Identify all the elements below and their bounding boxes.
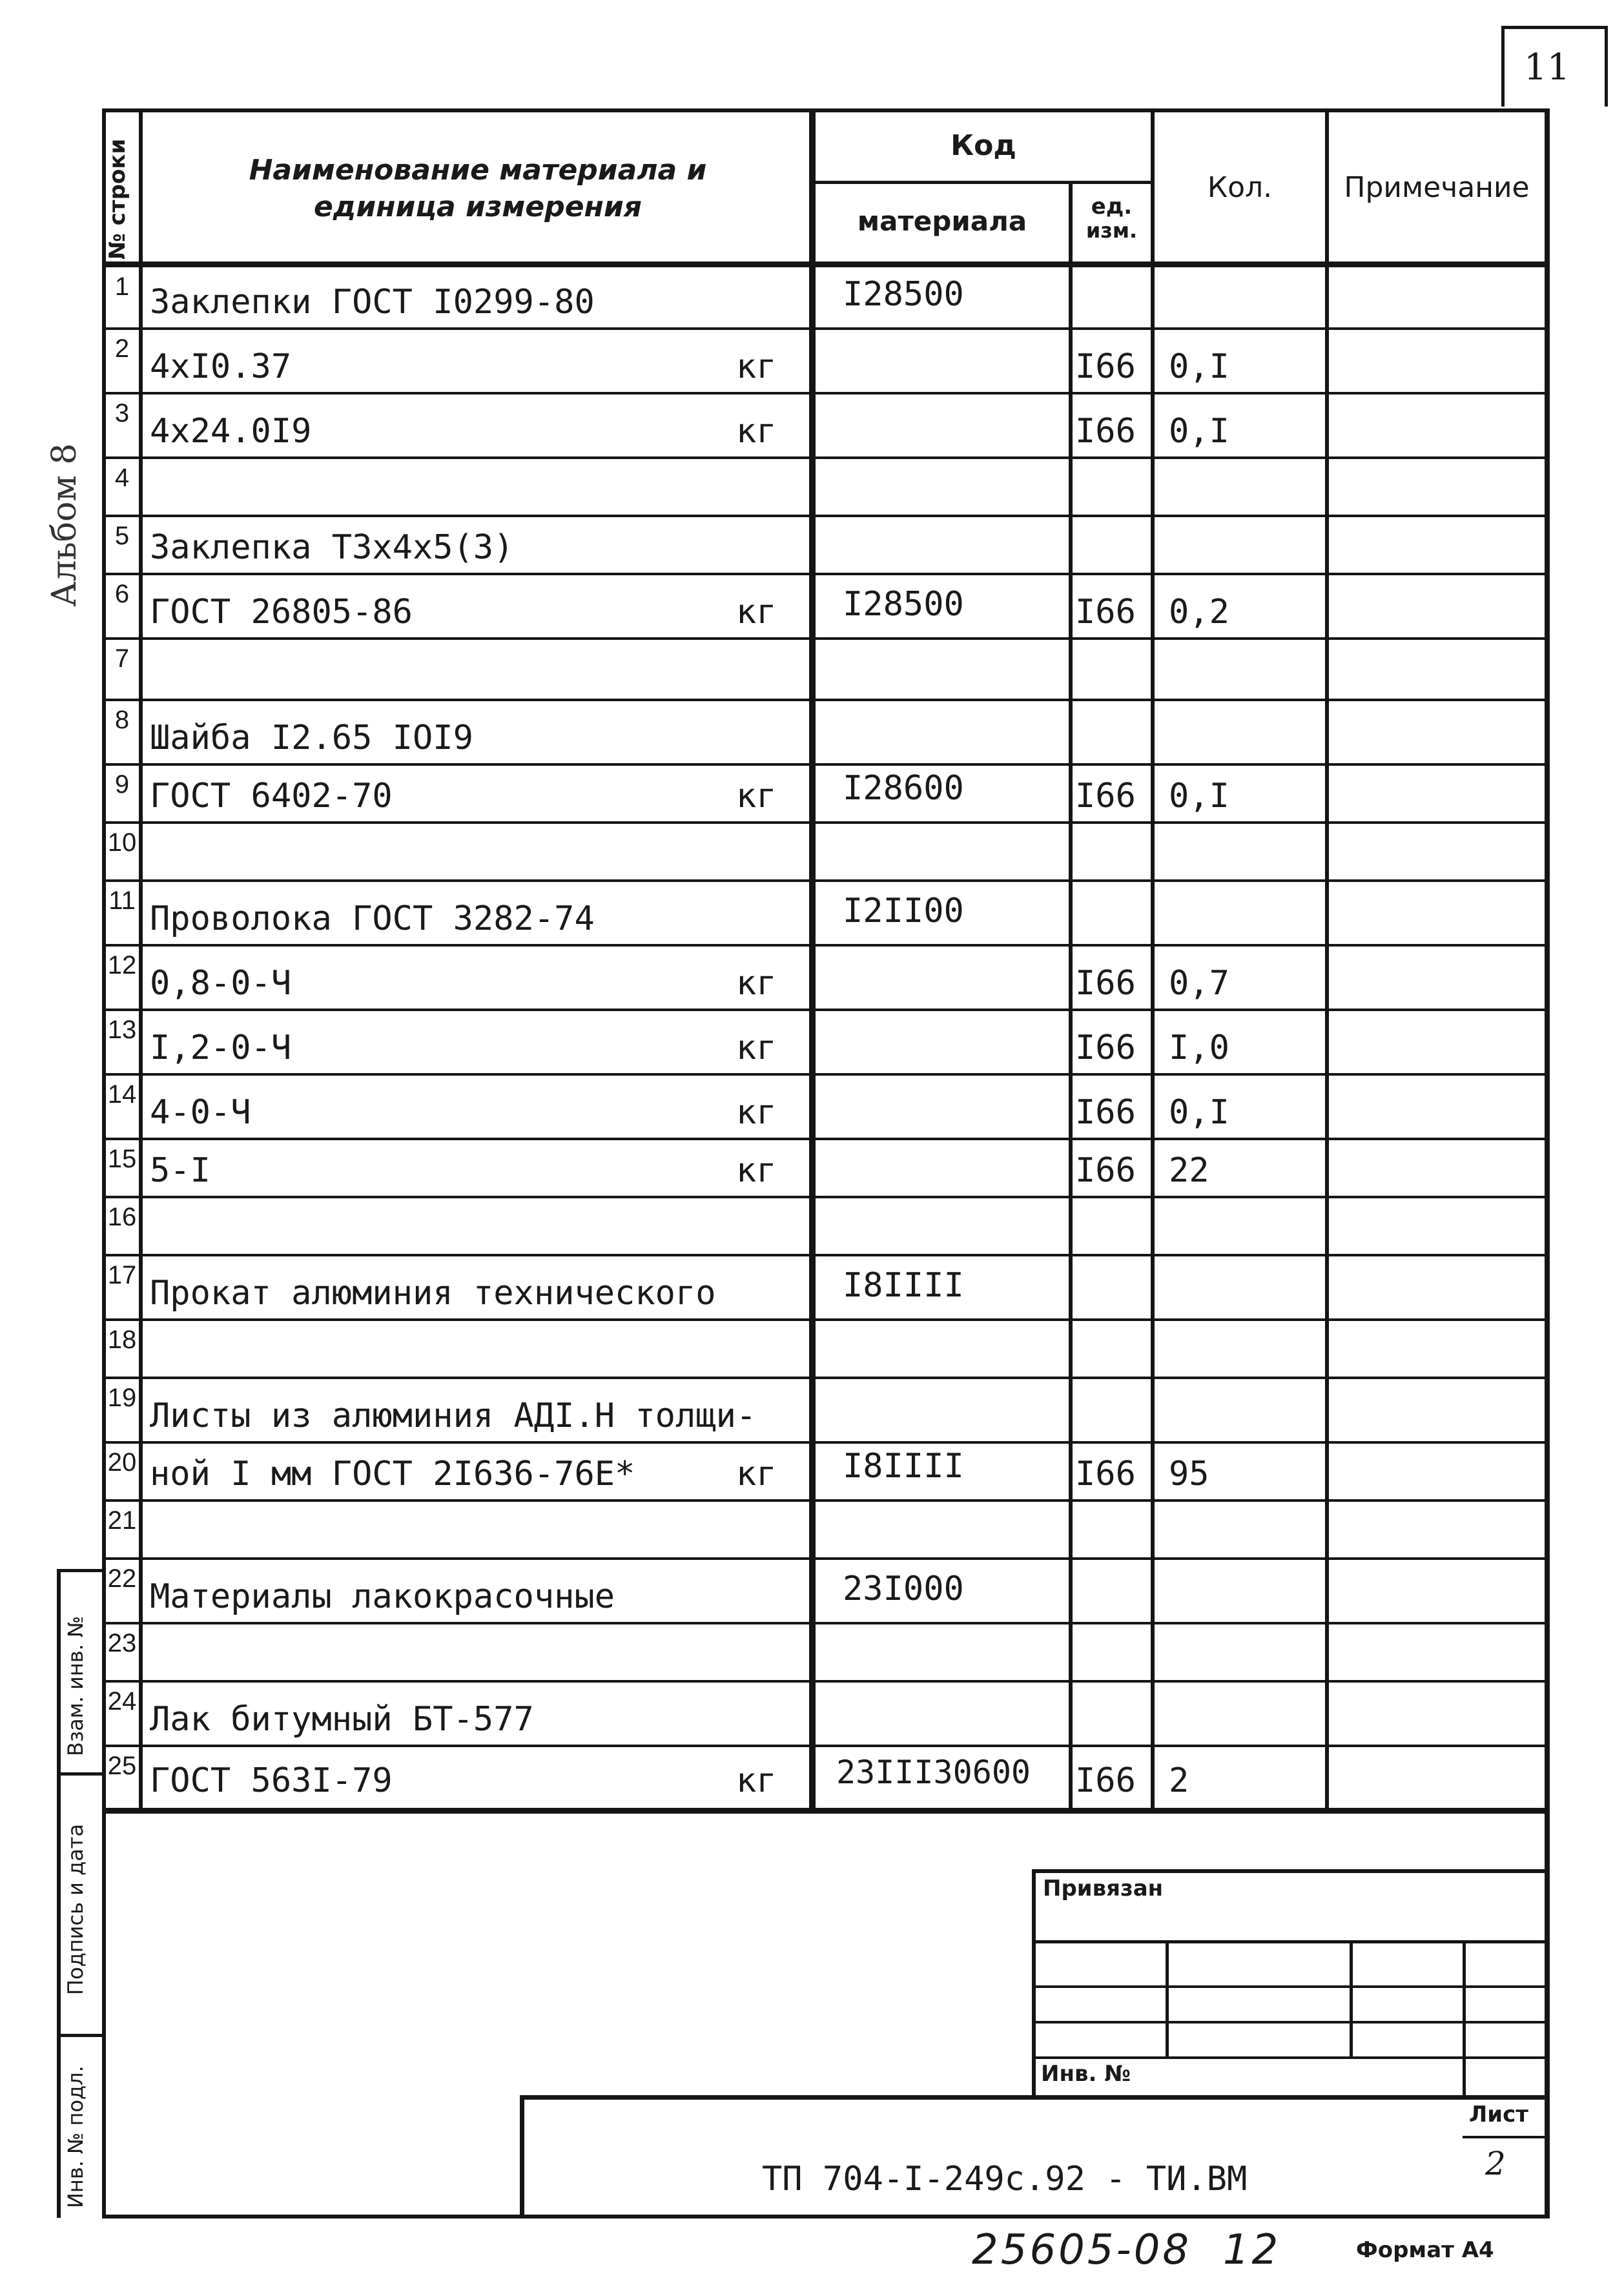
row-name: Заклепки ГОСТ I0299-80 <box>150 283 595 322</box>
row-name: Прокат алюминия технического <box>150 1274 716 1313</box>
row-number: 14 <box>107 1080 137 1109</box>
side-stamp-inv-podl: Инв. № подл. <box>63 2065 88 2208</box>
header-note: Примечание <box>1344 171 1530 204</box>
row-unit-code: I66 <box>1075 1761 1136 1800</box>
row-number: 8 <box>114 706 130 734</box>
row-unit-code: I66 <box>1075 1151 1136 1190</box>
header-name-line1: Наименование материала и <box>249 154 707 187</box>
title-doc-code: ТП 704-I-249с.92 - ТИ.ВМ <box>762 2160 1248 2198</box>
row-name: Материалы лакокрасочные <box>150 1577 615 1616</box>
row-number: 11 <box>108 886 136 915</box>
row-number: 7 <box>114 644 130 673</box>
row-unit-code: I66 <box>1075 1029 1136 1067</box>
row-name: 4-0-Ч <box>150 1093 251 1132</box>
row-name: ной I мм ГОСТ 2I636-76Е* <box>150 1455 635 1493</box>
title-list-no: 2 <box>1485 2145 1506 2182</box>
row-unit-code: I66 <box>1075 412 1136 451</box>
row-qty: 0,I <box>1169 347 1229 386</box>
row-material-code: I28500 <box>843 275 964 314</box>
row-number: 19 <box>107 1384 137 1412</box>
row-qty: 95 <box>1169 1455 1209 1493</box>
row-unit: кг <box>736 1455 777 1493</box>
row-material-code: I8IIII <box>843 1447 964 1486</box>
row-name: I,2-0-Ч <box>150 1029 292 1067</box>
row-unit: кг <box>736 593 777 631</box>
row-unit: кг <box>736 777 777 815</box>
row-number: 13 <box>107 1016 137 1044</box>
row-unit-code: I66 <box>1075 777 1136 815</box>
row-qty: 2 <box>1169 1761 1189 1800</box>
row-number: 10 <box>107 828 137 857</box>
row-qty: 0,I <box>1169 777 1229 815</box>
row-qty: 0,I <box>1169 1093 1229 1132</box>
row-number: 6 <box>114 580 130 608</box>
row-number: 12 <box>107 951 137 979</box>
row-number: 5 <box>114 522 130 550</box>
header-code-unit-1: ед. <box>1091 194 1133 220</box>
row-material-code: I8IIII <box>843 1266 964 1305</box>
row-number: 15 <box>107 1145 137 1173</box>
header-row-no: № строки <box>105 138 130 260</box>
row-unit: кг <box>736 347 777 386</box>
row-material-code: 23I000 <box>843 1570 964 1608</box>
row-unit-code: I66 <box>1075 964 1136 1003</box>
row-number: 16 <box>107 1203 137 1231</box>
album-label: Альбом 8 <box>45 443 84 607</box>
side-stamp-vzam: Взам. инв. № <box>63 1615 88 1756</box>
row-number: 17 <box>107 1261 137 1289</box>
row-name: Лак битумный БТ-577 <box>150 1700 534 1739</box>
row-qty: I,0 <box>1169 1029 1229 1067</box>
row-unit: кг <box>736 964 777 1003</box>
sheet-mark: 11 <box>1524 46 1570 88</box>
title-privyazan: Привязан <box>1043 1876 1164 1901</box>
row-number: 20 <box>107 1448 137 1477</box>
row-name: 5-I <box>150 1151 211 1190</box>
row-unit: кг <box>736 1093 777 1132</box>
row-unit: кг <box>736 412 777 451</box>
header-name-line2: единица измерения <box>313 190 642 223</box>
row-name: 4x24.0I9 <box>150 412 312 451</box>
footer-handwritten: 25605-08 12 <box>972 2226 1281 2274</box>
row-unit-code: I66 <box>1075 347 1136 386</box>
row-number: 25 <box>107 1752 137 1780</box>
row-material-code: I2II00 <box>843 892 964 930</box>
header-code-material: материала <box>857 205 1027 237</box>
row-unit: кг <box>736 1029 777 1067</box>
row-number: 22 <box>107 1564 137 1593</box>
row-name: ГОСТ 26805-86 <box>150 593 413 631</box>
row-number: 3 <box>114 399 130 427</box>
row-number: 1 <box>114 272 130 301</box>
row-material-code: 23III30600 <box>836 1754 1031 1791</box>
row-number: 2 <box>114 334 130 363</box>
row-material-code: I28600 <box>843 769 964 808</box>
header-code: Код <box>951 129 1016 162</box>
row-qty: 22 <box>1169 1151 1209 1190</box>
side-stamp-podpis: Подпись и дата <box>63 1823 88 1995</box>
title-list-label: Лист <box>1469 2102 1528 2127</box>
row-name: 0,8-0-Ч <box>150 964 292 1003</box>
row-number: 21 <box>107 1506 137 1535</box>
row-number: 23 <box>107 1629 137 1657</box>
row-unit: кг <box>736 1151 777 1190</box>
row-qty: 0,I <box>1169 412 1229 451</box>
row-name: 4xI0.37 <box>150 347 292 386</box>
row-number: 4 <box>114 464 130 492</box>
row-number: 24 <box>107 1687 137 1716</box>
header-code-unit-2: изм. <box>1085 218 1138 243</box>
row-name: Листы из алюминия АДI.Н толщи- <box>150 1397 757 1435</box>
row-material-code: I28500 <box>843 585 964 624</box>
row-unit-code: I66 <box>1075 1093 1136 1132</box>
row-unit: кг <box>736 1761 777 1800</box>
row-qty: 0,7 <box>1169 964 1229 1003</box>
row-unit-code: I66 <box>1075 593 1136 631</box>
row-qty: 0,2 <box>1169 593 1229 631</box>
row-name: Шайба I2.65 IOI9 <box>150 719 473 757</box>
row-number: 18 <box>107 1326 137 1354</box>
row-name: ГОСТ 563I-79 <box>150 1761 393 1800</box>
row-unit-code: I66 <box>1075 1455 1136 1493</box>
row-name: ГОСТ 6402-70 <box>150 777 393 815</box>
row-name: Заклепка Т3x4x5(3) <box>150 528 514 567</box>
footer-format: Формат А4 <box>1356 2237 1494 2263</box>
row-name: Проволока ГОСТ 3282-74 <box>150 899 595 938</box>
title-inv-no: Инв. № <box>1041 2061 1131 2087</box>
header-qty: Кол. <box>1207 171 1273 204</box>
row-number: 9 <box>114 770 130 799</box>
